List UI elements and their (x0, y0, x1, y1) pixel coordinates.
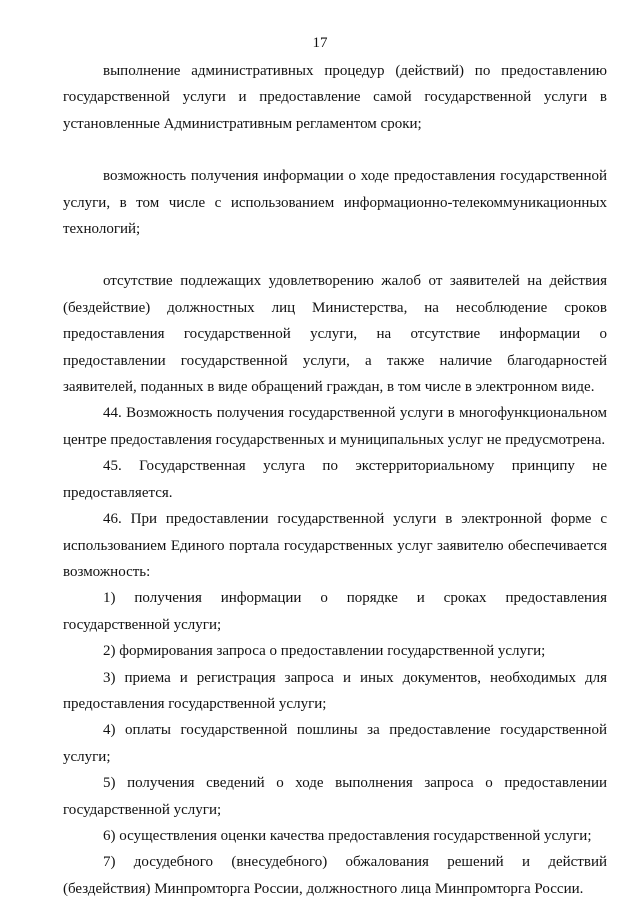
list-item-1: 1) получения информации о порядке и сроках предоставления государственной услуги; (63, 590, 607, 633)
list-item-5: 5) получения сведений о ходе выполнения запроса о предоставлении государственной услуги; (63, 775, 607, 818)
list-item-6: 6) осуществления оценки качества предоставления государственной услуги; (103, 827, 592, 844)
list-item-4: 4) оплаты государственной пошлины за предоставление государственной услуги; (63, 722, 607, 765)
list-item-7: 7) досудебного (внесудебного) обжалования решений и действий (бездействия) Минпромторга России, должностного лица Минпромторга России. (63, 854, 607, 897)
list-item-3: 3) приема и регистрация запроса и иных документов, необходимых для предоставления государственной услуги; (63, 669, 607, 712)
document-body (63, 58, 607, 902)
paragraph-info-availability: возможность получения информации о ходе предоставления государственной услуги, в том числе с использованием информационно-телекоммуникационных технологий; (63, 168, 607, 238)
list-item-2: 2) формирования запроса о предоставлении государственной услуги; (103, 643, 546, 660)
paragraph-admin-procedures: выполнение административных процедур (действий) по предоставлению государственной услуги и предоставление самой государственной услуги в установленные Административным регламентом сроки; (63, 63, 607, 132)
paragraph-45: 45. Государственная услуга по экстерриториальному принципу не предоставляется. (63, 458, 607, 501)
paragraph-44: 44. Возможность получения государственной услуги в многофункциональном центре предоставления государственных и муниципальных услуг не предусмотрена. (63, 405, 607, 448)
paragraph-46: 46. При предоставлении государственной услуги в электронной форме с использованием Единого портала государственных услуг заявителю обеспечивается возможность: (63, 511, 607, 580)
page-number: 17 (312, 35, 328, 51)
paragraph-no-complaints: отсутствие подлежащих удовлетворению жалоб от заявителей на действия (бездействие) должностных лиц Министерства, на несоблюдение сроков предоставления государственной услуги, на отсутствие информации о предоставлении государственной услуги, а также наличие благодарностей заявителей, поданных в виде обращений граждан, в том числе в электронном виде. (63, 273, 607, 396)
